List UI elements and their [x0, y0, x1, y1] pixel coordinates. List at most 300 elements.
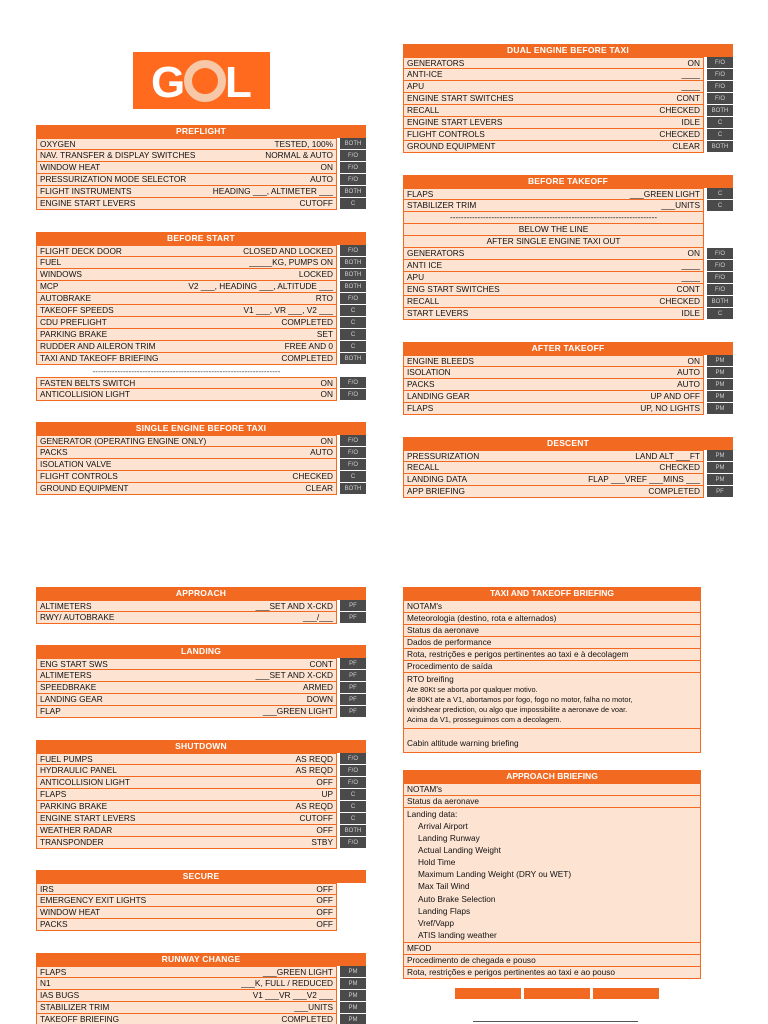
item-label: N1: [40, 978, 51, 988]
item-value: DOWN: [306, 694, 333, 704]
role-badge: [340, 895, 366, 907]
item-value: STBY: [311, 837, 333, 847]
checklist-row: [36, 471, 366, 483]
item-value: V1 ___, VR ___, V2 ___: [243, 305, 333, 315]
checklist-item: [403, 462, 704, 474]
role-badge: PM: [340, 1014, 366, 1024]
svg-text:L: L: [225, 58, 252, 103]
separator-line: --------------------------------------------------------------------: [92, 365, 281, 376]
checklist-item: [403, 296, 704, 308]
checklist-item: [36, 978, 337, 990]
item-value: CUTOFF: [299, 813, 333, 823]
checklist-row: [36, 753, 366, 765]
role-badge: F/O: [340, 435, 366, 447]
checklist-row: [36, 389, 366, 401]
item-label: FASTEN BELTS SWITCH: [40, 377, 136, 388]
item-value: ON: [320, 162, 333, 172]
item-value: CONT: [676, 284, 700, 294]
footer-rule: [473, 1021, 638, 1022]
checklist-row: [403, 308, 733, 320]
checklist-item: [36, 1002, 337, 1014]
item-label: ENGINE START LEVERS: [40, 198, 136, 208]
role-badge: F/O: [340, 150, 366, 162]
checklist-row: [36, 801, 366, 813]
role-badge: PM: [340, 978, 366, 990]
role-badge: BOTH: [707, 105, 733, 117]
rto-line: Acima da V1, prosseguimos com a decolagem.: [407, 715, 562, 724]
role-badge: PM: [707, 379, 733, 391]
item-value: CHECKED: [659, 105, 700, 115]
item-value: ___UNITS: [661, 200, 700, 210]
briefing-line: Rota, restrições e perigos pertinentes ao taxi e à decolagem: [403, 649, 701, 661]
checklist-item: [36, 435, 337, 447]
item-label: PACKS: [40, 919, 68, 929]
briefing-line: NOTAM's: [403, 783, 701, 796]
checklist-row: [36, 789, 366, 801]
landing-data-item: Maximum Landing Weight (DRY ou WET): [418, 869, 572, 880]
role-badge: F/O: [340, 377, 366, 389]
below-line-row: [403, 224, 733, 236]
item-label: HYDRAULIC PANEL: [40, 765, 117, 775]
checklist-item: [36, 353, 337, 365]
checklist-row: [36, 150, 366, 162]
checklist-item: [403, 105, 704, 117]
checklist-item: [403, 81, 704, 93]
item-value: OFF: [316, 895, 333, 905]
checklist-row: [403, 296, 733, 308]
checklist-item: [36, 907, 337, 919]
checklist-row: [36, 435, 366, 447]
role-badge: PF: [340, 706, 366, 718]
checklist-row: [36, 883, 366, 895]
item-label: LANDING GEAR: [40, 694, 103, 704]
item-label: GROUND EQUIPMENT: [40, 483, 129, 493]
item-label: IAS BUGS: [40, 990, 80, 1000]
role-badge: F/O: [707, 272, 733, 284]
checklist-row: [36, 186, 366, 198]
item-value: OFF: [316, 825, 333, 835]
item-label: FLAP: [40, 706, 61, 716]
checklist-row: [36, 658, 366, 670]
role-badge: PM: [707, 403, 733, 415]
checklist-item: [36, 658, 337, 670]
checklist-item: [36, 269, 337, 281]
item-value: ON: [687, 355, 700, 366]
section-title: PREFLIGHT: [36, 125, 366, 138]
item-label: RECALL: [407, 105, 440, 115]
before-start-checklist: [36, 232, 366, 401]
checklist-row: [403, 260, 733, 272]
role-badge: PM: [340, 966, 366, 978]
item-value: FLAP ___VREF ___MINS ___: [588, 474, 700, 484]
below-line-row: [403, 236, 733, 248]
section-title: AFTER TAKEOFF: [403, 342, 733, 355]
role-spacer: [707, 224, 733, 236]
item-label: RECALL: [407, 296, 440, 306]
checklist-row: [36, 706, 366, 718]
item-label: WINDOW HEAT: [40, 907, 101, 917]
role-badge: [340, 883, 366, 895]
item-value: OFF: [316, 883, 333, 894]
checklist-row: [403, 450, 733, 462]
item-label: WEATHER RADAR: [40, 825, 113, 835]
checklist-item: [36, 789, 337, 801]
role-badge: PF: [340, 670, 366, 682]
role-badge: PM: [707, 367, 733, 379]
role-badge: F/O: [707, 69, 733, 81]
item-value: CHECKED: [292, 471, 333, 481]
item-value: ___GREEN LIGHT: [262, 966, 333, 977]
role-badge: [340, 907, 366, 919]
checklist-item: [403, 69, 704, 81]
rto-briefing-block: [403, 673, 701, 729]
checklist-item: [36, 138, 337, 150]
role-badge: BOTH: [340, 353, 366, 365]
role-badge: BOTH: [340, 825, 366, 837]
item-label: ANTI ICE: [407, 260, 443, 270]
role-badge: F/O: [340, 765, 366, 777]
role-badge: F/O: [340, 174, 366, 186]
role-badge: F/O: [340, 389, 366, 401]
shutdown-checklist: [36, 740, 366, 849]
item-label: PRESSURIZATION MODE SELECTOR: [40, 174, 187, 184]
role-badge: BOTH: [340, 483, 366, 495]
briefing-line: Procedimento de saída: [403, 661, 701, 673]
item-label: FLIGHT DECK DOOR: [40, 245, 122, 256]
item-label: WINDOW HEAT: [40, 162, 101, 172]
item-label: APU: [407, 272, 425, 282]
checklist-item: [36, 765, 337, 777]
role-badge: PM: [340, 1002, 366, 1014]
checklist-item: [36, 483, 337, 495]
rto-line: de 80Kt ate a V1, abortamos por fogo, fogo no motor, falha no motor,: [407, 695, 633, 704]
checklist-row: [36, 1002, 366, 1014]
checklist-row: [36, 341, 366, 353]
checklist-row: [36, 966, 366, 978]
role-badge: PM: [707, 355, 733, 367]
below-line-row: [403, 212, 733, 224]
checklist-item: [403, 379, 704, 391]
briefing-line: Status da aeronave: [403, 796, 701, 808]
item-label: LANDING DATA: [407, 474, 468, 484]
role-badge: BOTH: [340, 138, 366, 150]
item-label: PARKING BRAKE: [40, 329, 108, 339]
landing-data-item: Auto Brake Selection: [418, 893, 496, 904]
checklist-row: [403, 355, 733, 367]
checklist-row: [403, 105, 733, 117]
checklist-row: [36, 825, 366, 837]
item-value: IDLE: [681, 308, 700, 318]
item-label: RUDDER AND AILERON TRIM: [40, 341, 156, 351]
checklist-row: [36, 612, 366, 624]
checklist-row: [403, 117, 733, 129]
checklist-row: [403, 248, 733, 260]
checklist-row: [403, 69, 733, 81]
item-value: ___/___: [303, 612, 333, 622]
separator-row: [36, 365, 366, 377]
item-label: MCP: [40, 281, 59, 291]
checklist-item: [403, 260, 704, 272]
role-badge: PF: [707, 486, 733, 498]
checklist-item: [36, 600, 337, 612]
landing-data-item: Arrival Airport: [418, 821, 468, 831]
section-title: SHUTDOWN: [36, 740, 366, 753]
checklist-row: [36, 305, 366, 317]
checklist-item: [36, 162, 337, 174]
role-badge: C: [340, 198, 366, 210]
briefing-line: Procedimento de chegada e pouso: [403, 955, 701, 967]
landing-data-title: Landing data:: [407, 809, 458, 819]
checklist-row: [36, 777, 366, 789]
checklist-row: [36, 257, 366, 269]
role-badge: F/O: [707, 81, 733, 93]
checklist-item: [36, 919, 337, 931]
checklist-row: [36, 694, 366, 706]
checklist-item: [36, 257, 337, 269]
item-label: PRESSURIZATION: [407, 450, 480, 461]
role-badge: F/O: [340, 459, 366, 471]
item-label: FLAPS: [40, 966, 67, 977]
role-badge: C: [340, 341, 366, 353]
rto-line: windshear prediction, ou algo que impossibilite a aeronave de voar.: [407, 705, 628, 714]
checklist-row: [36, 329, 366, 341]
item-value: TESTED, 100%: [274, 138, 333, 149]
role-badge: F/O: [707, 93, 733, 105]
checklist-item: [403, 248, 704, 260]
role-badge: PM: [707, 462, 733, 474]
item-value: CHECKED: [659, 296, 700, 306]
item-value: ____: [681, 81, 700, 91]
checklist-row: [403, 141, 733, 153]
item-label: LANDING GEAR: [407, 391, 470, 401]
role-badge: PM: [707, 391, 733, 403]
approach-checklist: [36, 587, 366, 624]
item-value: ON: [687, 57, 700, 68]
item-label: NAV. TRANSFER & DISPLAY SWITCHES: [40, 150, 196, 160]
checklist-row: [36, 447, 366, 459]
landing-data-item: Landing Runway: [418, 833, 480, 844]
item-label: FLAPS: [407, 188, 434, 199]
role-badge: C: [707, 200, 733, 212]
briefing-line: NOTAM's: [403, 600, 701, 613]
role-badge: C: [340, 789, 366, 801]
checklist-row: [36, 483, 366, 495]
item-value: AUTO: [310, 174, 333, 184]
item-label: TAKEOFF SPEEDS: [40, 305, 114, 315]
checklist-item: [403, 486, 704, 498]
item-value: CONT: [676, 93, 700, 103]
item-label: ALTIMETERS: [40, 670, 92, 680]
after-takeoff-checklist: [403, 342, 733, 415]
item-label: ANTI-ICE: [407, 69, 443, 79]
item-value: NORMAL & AUTO: [265, 150, 333, 160]
approach-briefing-title: APPROACH BRIEFING: [403, 770, 701, 783]
item-label: ENG START SWS: [40, 658, 108, 669]
checklist-row: [403, 367, 733, 379]
checklist-item: [36, 753, 337, 765]
item-label: TAXI AND TAKEOFF BRIEFING: [40, 353, 159, 363]
item-label: FLIGHT CONTROLS: [40, 471, 118, 481]
checklist-row: [36, 281, 366, 293]
item-value: ON: [320, 435, 333, 446]
landing-data-item: ATIS landing weather: [418, 929, 497, 940]
landing-checklist: [36, 645, 366, 718]
item-label: START LEVERS: [407, 308, 469, 318]
item-value: AUTO: [677, 379, 700, 389]
item-value: OFF: [316, 907, 333, 917]
item-value: CLEAR: [305, 483, 333, 493]
section-title: DUAL ENGINE BEFORE TAXI: [403, 44, 733, 57]
item-label: GENERATORS: [407, 248, 465, 258]
checklist-item: [36, 198, 337, 210]
checklist-row: [36, 317, 366, 329]
footer-tab-1[interactable]: [455, 988, 521, 999]
item-label: STABILIZER TRIM: [407, 200, 477, 210]
item-label: ANTICOLLISION LIGHT: [40, 389, 130, 399]
item-value: CONT: [309, 658, 333, 669]
checklist-item: [36, 281, 337, 293]
footer-tab-2[interactable]: [524, 988, 590, 999]
item-label: FLIGHT INSTRUMENTS: [40, 186, 132, 196]
role-badge: PF: [340, 612, 366, 624]
item-label: ENGINE BLEEDS: [407, 355, 474, 366]
landing-data-item: Actual Landing Weight: [418, 845, 501, 856]
briefing-line: Dados de performance: [403, 637, 701, 649]
gol-logo: [133, 52, 270, 109]
briefing-line: Status da aeronave: [403, 625, 701, 637]
item-value: ____: [681, 260, 700, 270]
item-label: ALTIMETERS: [40, 600, 92, 611]
checklist-item: [36, 447, 337, 459]
role-badge: C: [707, 117, 733, 129]
item-label: WINDOWS: [40, 269, 82, 279]
item-value: COMPLETED: [281, 317, 333, 327]
checklist-row: [36, 293, 366, 305]
role-badge: F/O: [707, 57, 733, 69]
checklist-item: [36, 813, 337, 825]
briefing-line: Rota, restrições e perigos pertinentes ao taxi e ao pouso: [403, 967, 701, 979]
checklist-item: [36, 245, 337, 257]
checklist-row: [36, 353, 366, 365]
checklist-item: [36, 883, 337, 895]
role-badge: C: [707, 129, 733, 141]
checklist-item: [403, 355, 704, 367]
item-label: GROUND EQUIPMENT: [407, 141, 496, 151]
checklist-item: [36, 305, 337, 317]
footer-tabs: [455, 988, 659, 999]
role-badge: F/O: [340, 245, 366, 257]
item-label: GENERATORS: [407, 57, 465, 68]
item-value: ___UNITS: [294, 1002, 333, 1012]
item-label: ENGINE START LEVERS: [40, 813, 136, 823]
item-value: AUTO: [310, 447, 333, 457]
role-badge: F/O: [340, 293, 366, 305]
checklist-row: [403, 391, 733, 403]
item-label: ENG START SWITCHES: [407, 284, 500, 294]
landing-data-item: Landing Flaps: [418, 905, 471, 916]
role-badge: [340, 919, 366, 931]
checklist-item: [36, 389, 337, 401]
item-value: ON: [320, 377, 333, 388]
item-value: AS REQD: [295, 801, 333, 811]
section-title: SINGLE ENGINE BEFORE TAXI: [36, 422, 366, 435]
below-line-text: AFTER SINGLE ENGINE TAXI OUT: [403, 236, 704, 248]
item-label: FLIGHT CONTROLS: [407, 129, 485, 139]
item-value: UP AND OFF: [650, 391, 700, 401]
checklist-item: [36, 706, 337, 718]
checklist-item: [36, 694, 337, 706]
checklist-row: [403, 284, 733, 296]
checklist-item: [36, 471, 337, 483]
item-value: COMPLETED: [648, 486, 700, 496]
checklist-item: [36, 329, 337, 341]
item-label: RWY/ AUTOBRAKE: [40, 612, 115, 622]
checklist-item: [36, 293, 337, 305]
section-title: BEFORE START: [36, 232, 366, 245]
role-badge: C: [340, 471, 366, 483]
below-line-text: ---------------------------------------------------------------------------: [403, 212, 704, 224]
checklist-item: [403, 450, 704, 462]
briefing-line: MFOD: [403, 943, 701, 955]
checklist-row: [36, 600, 366, 612]
section-title: LANDING: [36, 645, 366, 658]
checklist-item: [36, 174, 337, 186]
rto-line: Ate 80Kt se aborta por qualquer motivo.: [407, 685, 538, 694]
dual-engine-before-taxi-checklist: [403, 44, 733, 153]
role-badge: F/O: [340, 777, 366, 789]
checklist-item: [403, 117, 704, 129]
checklist-item: [403, 200, 704, 212]
item-label: PACKS: [40, 447, 68, 457]
item-label: ISOLATION VALVE: [40, 459, 112, 469]
item-value: RTO: [315, 293, 333, 303]
checklist-item: [36, 459, 337, 471]
checklist-row: [36, 670, 366, 682]
checklist-item: [36, 801, 337, 813]
single-engine-before-taxi-checklist: [36, 422, 366, 495]
footer-tab-3[interactable]: [593, 988, 659, 999]
item-label: ANTICOLLISION LIGHT: [40, 777, 130, 787]
checklist-item: [403, 284, 704, 296]
checklist-item: [36, 966, 337, 978]
item-value: COMPLETED: [281, 1014, 333, 1024]
approach-briefing: [403, 770, 701, 979]
checklist-item: [403, 474, 704, 486]
item-value: CLOSED AND LOCKED: [243, 245, 333, 256]
item-value: CHECKED: [659, 462, 700, 472]
checklist-item: [36, 612, 337, 624]
role-badge: BOTH: [340, 186, 366, 198]
rto-briefing-title: RTO breifing: [407, 674, 454, 684]
cabin-altitude-briefing: Cabin altitude warning briefing: [403, 729, 701, 753]
item-value: ____: [681, 272, 700, 282]
section-title: DESCENT: [403, 437, 733, 450]
below-line-text: BELOW THE LINE: [403, 224, 704, 236]
checklist-row: [36, 138, 366, 150]
item-label: EMERGENCY EXIT LIGHTS: [40, 895, 147, 905]
checklist-item: [36, 670, 337, 682]
checklist-row: [403, 200, 733, 212]
before-takeoff-checklist: [403, 175, 733, 320]
secure-checklist: [36, 870, 366, 931]
checklist-row: [36, 895, 366, 907]
runway-change-checklist: [36, 953, 366, 1024]
item-value: ON: [687, 248, 700, 258]
item-value: OFF: [316, 777, 333, 787]
role-badge: PF: [340, 682, 366, 694]
item-label: IRS: [40, 883, 54, 894]
item-value: AUTO: [677, 367, 700, 377]
